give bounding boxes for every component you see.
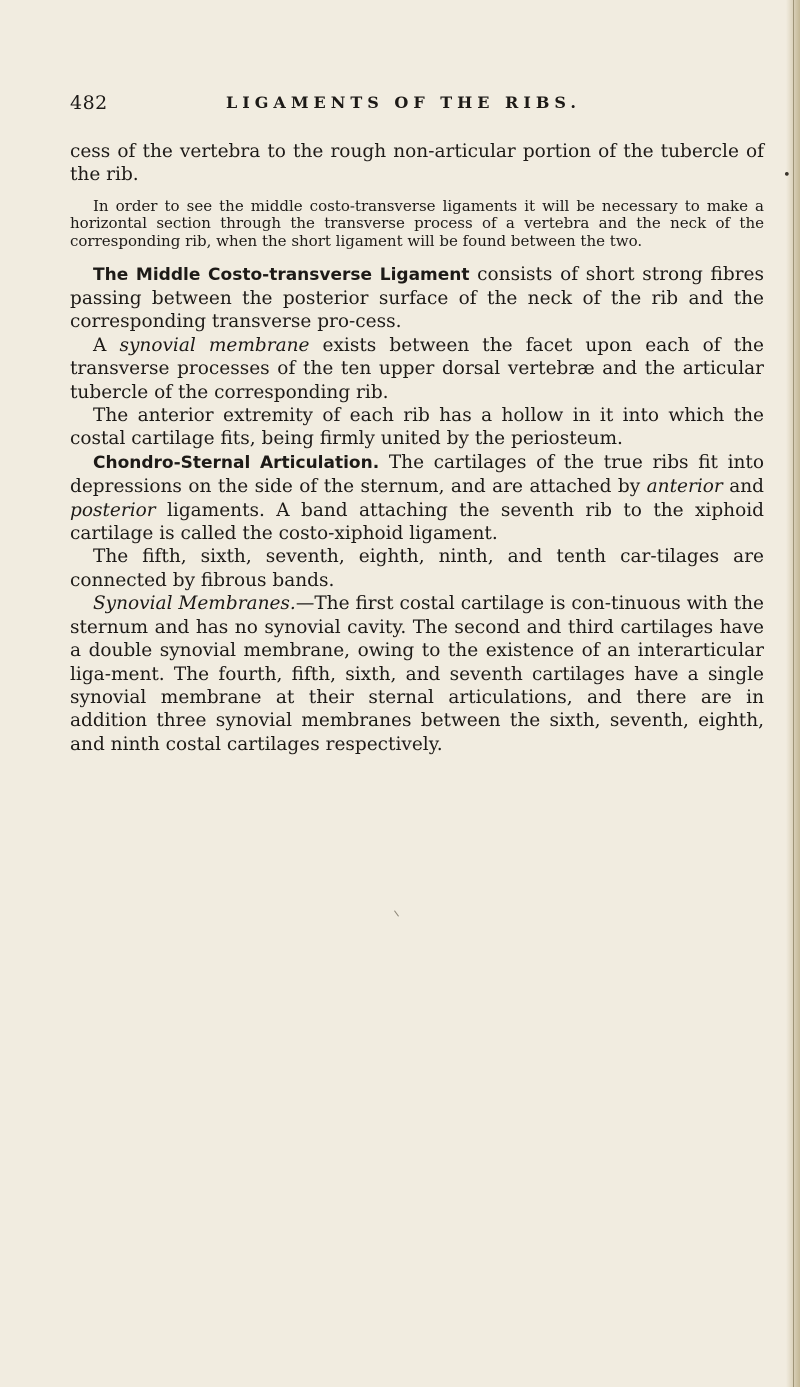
paragraph-continuation: cess of the vertebra to the rough non-articular portion of the tubercle of the rib. — [70, 141, 764, 186]
running-title: LIGAMENTS OF THE RIBS. — [226, 93, 581, 112]
paragraph-text: and — [722, 476, 764, 498]
paragraph-synovial-membranes — [70, 592, 764, 756]
paragraph-lead: A — [93, 334, 120, 356]
page-edge-line — [793, 0, 794, 1387]
paragraph-text: The cartilages of the true ribs fit into depressions on the side of the sternum, and are attached by — [70, 451, 765, 498]
body-text — [70, 140, 764, 756]
paragraph-text: ligaments. A band attaching the seventh rib to the xiphoid cartilage is called the costo-xiphoid ligament. — [70, 499, 764, 545]
italic-term: posterior — [70, 499, 156, 521]
section-heading: The Middle Costo-transverse Ligament — [93, 264, 470, 285]
paragraph-middle-costo-transverse — [70, 263, 764, 334]
paragraph-fibrous-bands: The fifth, sixth, seventh, eighth, ninth, and tenth car-tilages are connected by fibrous bands. — [70, 546, 764, 591]
margin-mark: • — [783, 168, 791, 183]
italic-term: synovial membrane — [119, 334, 310, 356]
paragraph-synovial-membrane — [70, 334, 764, 404]
paragraph-small-print: In order to see the middle costo-transverse ligaments it will be necessary to make a horizontal section through the transverse process of a vertebra and the neck of the corresponding rib, when the short ligament will be found between the two. — [70, 196, 764, 250]
paragraph-anterior-extremity: The anterior extremity of each rib has a hollow in it into which the costal cartilage fits, being firmly united by the periosteum. — [70, 405, 764, 450]
italic-term: anterior — [646, 476, 723, 498]
paragraph-chondro-sternal — [70, 451, 764, 546]
section-heading: Chondro-Sternal Articulation. — [93, 452, 380, 473]
paragraph-text: consists of short strong fibres passing between the posterior surface of the neck of the rib and the corresponding transverse pro-cess. — [70, 263, 764, 333]
paragraph-text: —The first costal cartilage is con-tinuous with the sternum and has no synovial cavity. The second and third cartilages have a double synovial membrane, owing to the existence of an interarticular liga-ment. The fourth, fifth, sixth, and seventh cartilages have a single synovial membrane at their sternal articulations, and there are in addition three synovial membranes between the sixth, seventh, eighth, and ninth costal cartilages respectively. — [70, 593, 765, 755]
stray-pen-mark — [394, 910, 399, 916]
paragraph-text: exists between the facet upon each of the transverse processes of the ten upper dorsal vertebræ and the articular tubercle of the corresponding rib. — [70, 334, 764, 403]
page-header — [70, 92, 770, 116]
italic-subheading: Synovial Membranes. — [93, 593, 296, 615]
page-number: 482 — [70, 92, 108, 114]
